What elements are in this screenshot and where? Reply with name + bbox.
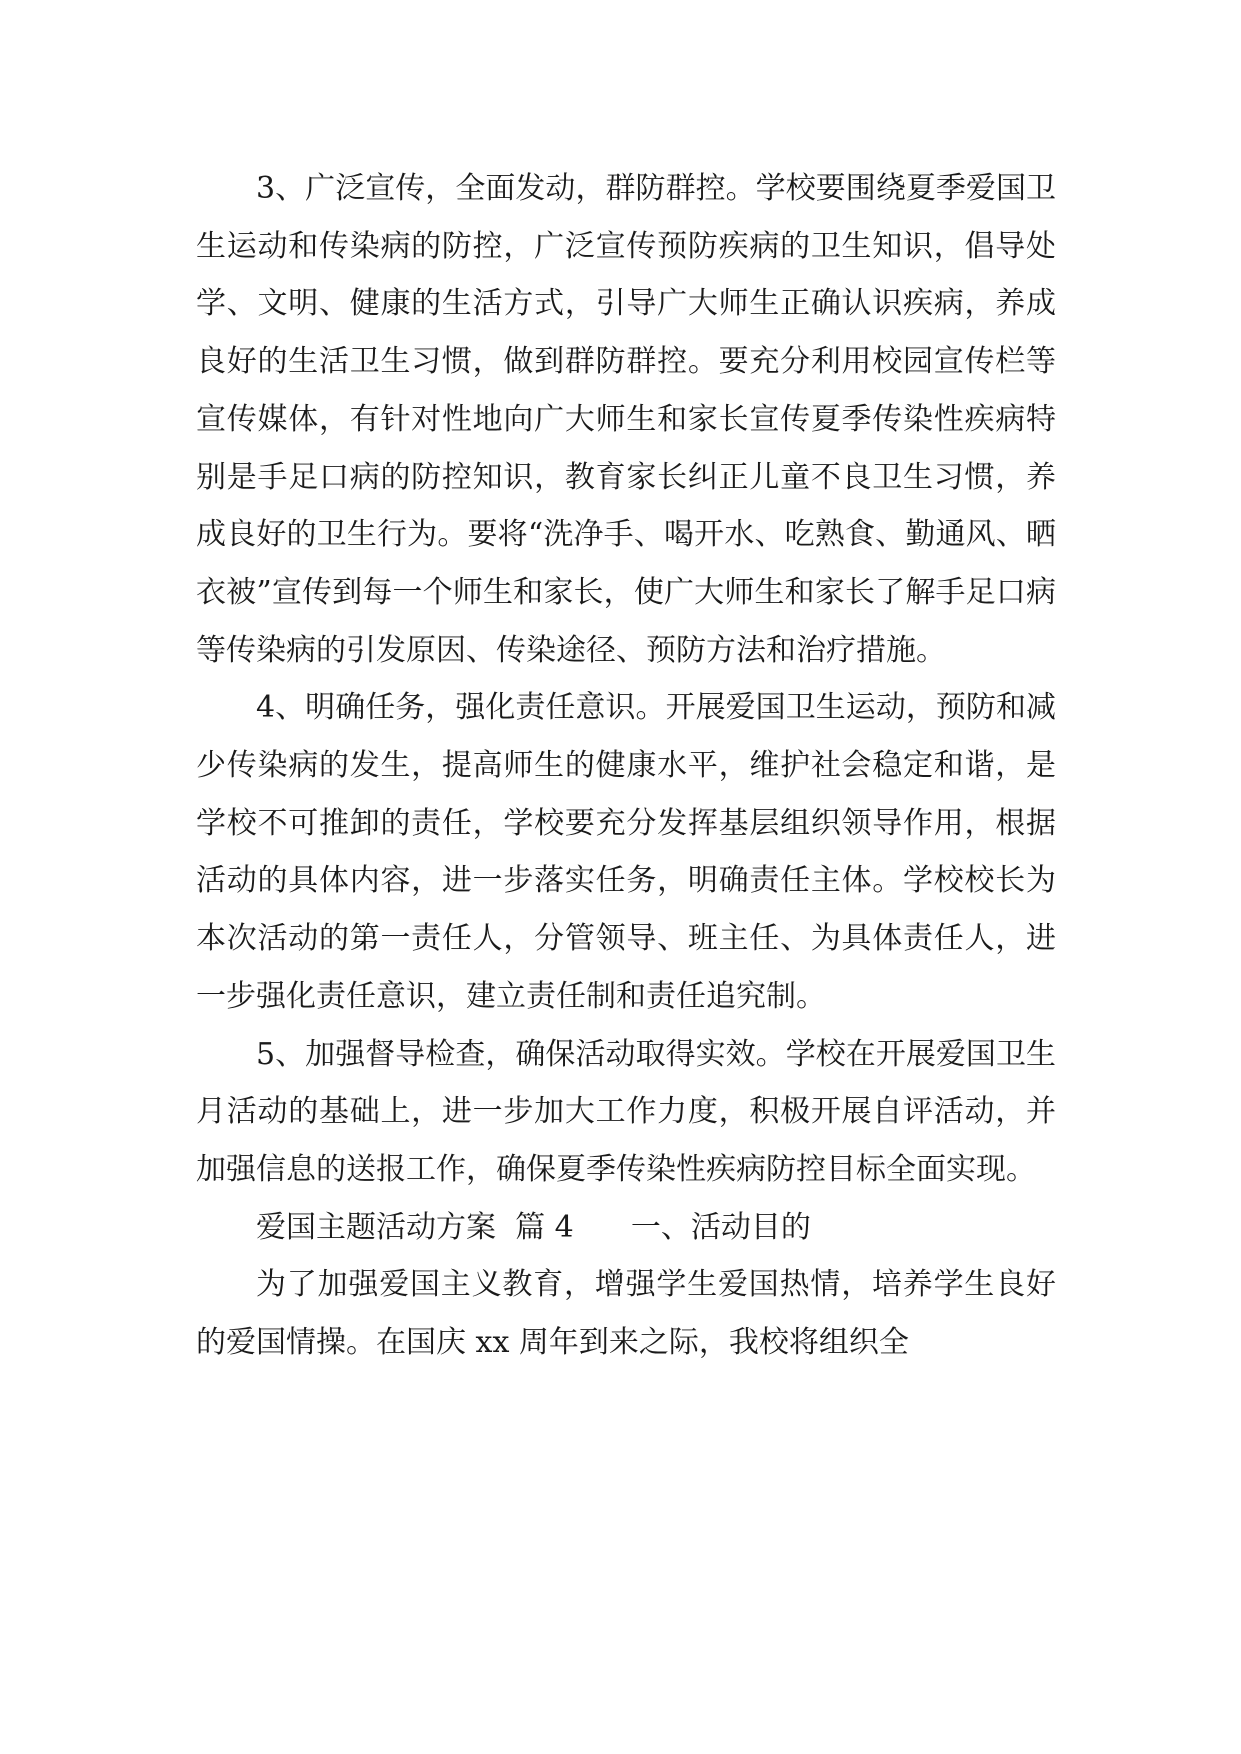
paragraph-publicity: 3、广泛宣传，全面发动，群防群控。学校要围绕夏季爱国卫生运动和传染病的防控，广泛宣传预防疾病的卫生知识，倡导处学、文明、健康的生活方式，引导广大师生正确认识疾病，养成良好的生活卫生习惯，做到群防群控。要充分利用校园宣传栏等宣传媒体，有针对性地向广大师生和家长宣传夏季传染性疾病特别是手足口病的防控知识，教育家长纠正儿童不良卫生习惯，养成良好的卫生行为。要将“洗净手、喝开水、吃熟食、勤通风、晒衣被”宣传到每一个师生和家长，使广大师生和家长了解手足口病等传染病的引发原因、传染途径、预防方法和治疗措施。 bbox=[196, 171, 1056, 668]
paragraph-responsibility: 4、明确任务，强化责任意识。开展爱国卫生运动，预防和减少传染病的发生，提高师生的健康水平，维护社会稳定和谐，是学校不可推卸的责任，学校要充分发挥基层组织领导作用，根据活动的具体内容，进一步落实任务，明确责任主体。学校校长为本次活动的第一责任人，分管领导、班主任、为具体责任人，进一步强化责任意识，建立责任制和责任追究制。 bbox=[196, 690, 1056, 1014]
paragraph-supervision: 5、加强督导检查，确保活动取得实效。学校在开展爱国卫生月活动的基础上，进一步加大工作力度，积极开展自评活动，并加强信息的送报工作，确保夏季传染性疾病防控目标全面实现。 bbox=[196, 1036, 1056, 1187]
document-body bbox=[196, 160, 1056, 1372]
section-heading: 爱国主题活动方案 篇 4 一、活动目的 bbox=[256, 1209, 811, 1245]
paragraph-purpose: 为了加强爱国主义教育，增强学生爱国热情，培养学生良好的爱国情操。在国庆 xx 周年到来之际，我校将组织全 bbox=[196, 1267, 1056, 1361]
